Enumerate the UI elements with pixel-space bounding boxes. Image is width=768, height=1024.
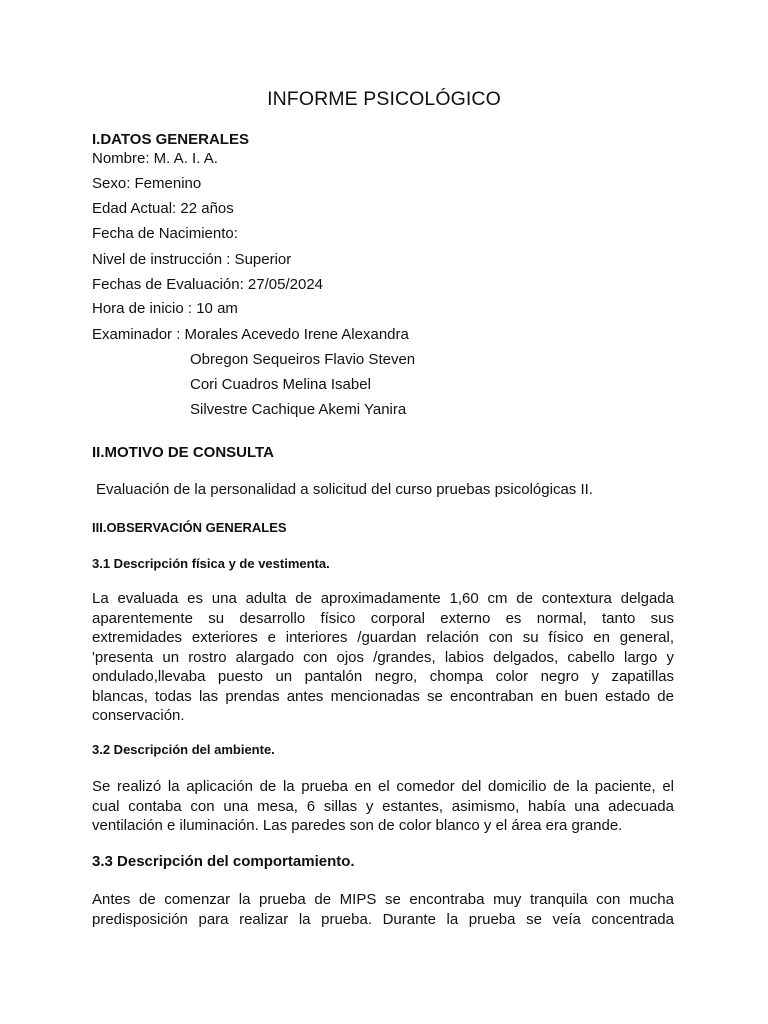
field-examinador: Examinador : Morales Acevedo Irene Alexandra [92, 326, 409, 343]
paragraph-line: ventilación e iluminación. Las paredes son de color blanco y el área era grande. [92, 817, 623, 834]
paragraph-line: conservación. [92, 707, 185, 724]
motivo-text: Evaluación de la personalidad a solicitud del curso pruebas psicológicas II. [96, 481, 593, 498]
field-fecha-nacimiento: Fecha de Nacimiento: [92, 225, 238, 242]
paragraph-line: La evaluada es una adulta de aproximadamente 1,60 cm de contextura delgada [92, 590, 674, 607]
paragraph-line: Se realizó la aplicación de la prueba en el comedor del domicilio de la paciente, el [92, 778, 674, 795]
field-edad: Edad Actual: 22 años [92, 200, 234, 217]
subsection-3-1-heading: 3.1 Descripción física y de vestimenta. [92, 556, 330, 571]
paragraph-line: cual contaba con una mesa, 6 sillas y estantes, asimismo, había una adecuada [92, 797, 674, 815]
paragraph-line: extremidades exteriores e interiores /guardan relación con su físico en general, [92, 629, 674, 646]
paragraph-line: ondulado,llevaba puesto un pantalón negro, chompa color negro y zapatillas [92, 668, 674, 685]
document-title: INFORME PSICOLÓGICO [267, 88, 501, 110]
field-hora-inicio: Hora de inicio : 10 am [92, 300, 238, 317]
paragraph-line: predisposición para realizar la prueba. Durante la prueba se veía concentrada [92, 910, 674, 928]
paragraph-line: blancas, todas las prendas antes mencionadas se encontraban en buen estado de [92, 687, 674, 705]
field-nivel-instruccion: Nivel de instrucción : Superior [92, 251, 292, 268]
subsection-3-2-heading: 3.2 Descripción del ambiente. [92, 742, 275, 757]
field-sexo: Sexo: Femenino [92, 175, 202, 192]
section-motivo-heading: II.MOTIVO DE CONSULTA [92, 444, 274, 461]
paragraph-line: 'presenta un rostro alargado con ojos /grandes, labios delgados, cabello largo y [92, 648, 674, 666]
examinador-name: Silvestre Cachique Akemi Yanira [190, 401, 407, 418]
paragraph-line: Antes de comenzar la prueba de MIPS se encontraba muy tranquila con mucha [92, 891, 674, 908]
examinador-name: Obregon Sequeiros Flavio Steven [190, 351, 416, 368]
subsection-3-2-paragraph [92, 777, 674, 836]
field-nombre: Nombre: M. A. I. A. [92, 150, 218, 167]
subsection-3-3-paragraph [92, 890, 674, 929]
examinador-name: Cori Cuadros Melina Isabel [190, 376, 371, 393]
paragraph-line: aparentemente su desarrollo físico corporal externo es normal, tanto sus [92, 609, 674, 627]
section-observacion-heading: III.OBSERVACIÓN GENERALES [92, 520, 287, 535]
subsection-3-1-paragraph [92, 589, 674, 726]
section-datos-generales-heading: I.DATOS GENERALES [92, 131, 249, 148]
field-fechas-evaluacion: Fechas de Evaluación: 27/05/2024 [92, 276, 323, 293]
subsection-3-3-heading: 3.3 Descripción del comportamiento. [92, 853, 355, 870]
